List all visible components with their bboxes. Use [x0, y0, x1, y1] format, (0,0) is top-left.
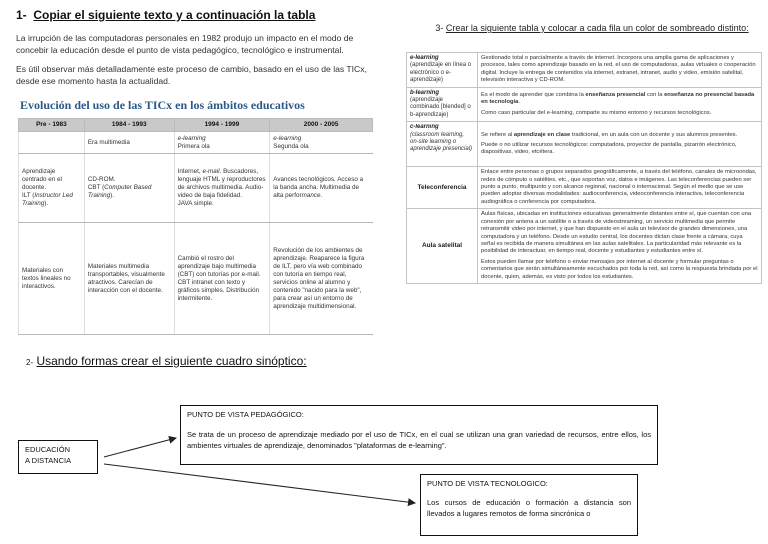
table-cell	[19, 132, 85, 154]
section2-title: Usando formas crear el siguiente cuadro sinóptico:	[36, 354, 307, 368]
table-row	[407, 209, 762, 284]
cell-text: ).	[44, 200, 49, 207]
cell-text: CD-ROM.	[87, 176, 116, 183]
cell-text: CBT (	[87, 184, 105, 191]
table-row	[19, 132, 373, 154]
header-cell: 2000 - 2005	[270, 119, 373, 132]
table-cell	[270, 154, 373, 223]
cell-text: tradicional, en un aula con un docente y sus alumnos presentes.	[570, 131, 738, 138]
evolution-table-title: Evolución del uso de las TICx en los ámbitos educativos	[20, 98, 305, 112]
cell-text: JAVA simple.	[177, 200, 214, 207]
cell-text: Es el modo de aprender que combina la	[481, 91, 586, 98]
table-key-cell	[407, 87, 478, 122]
header-cell: 1984 - 1993	[84, 119, 174, 132]
table-row	[19, 223, 373, 335]
cell-text: Estos pueden llamar por teléfono o enviar mensajes por internet al docente y formular preguntas o comentarios que serán simultáneamente escuchados por toda la red, así como la respuesta brindada por el docente, quien, además, es visto por todos los estudiantes.	[481, 258, 758, 280]
cell-text: Instructor Led Training	[22, 192, 73, 207]
table-row	[407, 53, 762, 88]
table-cell: Materiales con textos lineales no interactivos.	[19, 223, 85, 335]
wave-label: Segunda ola	[273, 142, 309, 150]
cell-text: Aprendizaje centrado en el docente.	[22, 168, 62, 191]
table-cell	[478, 209, 762, 284]
section1-paragraph-1: La irrupción de las computadoras personales en 1982 produjo un impacto en el modo de concebir la educación desde el punto de vista pedagógico, tecnológico e instrumental.	[16, 33, 354, 55]
table-row	[19, 154, 373, 223]
evolution-table-header	[19, 119, 373, 132]
section1-title: Copiar el siguiente texto y a continuación la tabla	[33, 8, 316, 22]
cell-text: e-mail	[202, 168, 220, 175]
table-cell	[19, 154, 85, 223]
section1-paragraph-2: Es útil observar más detalladamente este proceso de cambio, basado en el uso de las TICx, desde ese momento hasta la actualidad.	[16, 64, 367, 86]
table-row	[407, 122, 762, 167]
row-key-sub: (classroom learning, on-site learning o aprendizaje presencial)	[410, 131, 473, 153]
cell-text: aprendizaje en clase	[513, 131, 571, 138]
diagram-tecnologico-box	[420, 474, 638, 536]
section1-heading	[16, 8, 315, 22]
cell-text: . Buscadores, lenguaje HTML y reproductores de archivos multimedia. Audio-video de baja fidelidad.	[177, 168, 266, 199]
table-cell: Gestionado total o parcialmente a través de internet. Incorpora una amplia gama de aplicaciones y procesos, tales como aprendizaje basado en la red, el uso de computadoras, aulas virtuales o cooperación digital. Incluye la entrega de contenidos vía internet, extranet, intranet, audio y video, emisión satelital, televisión interactiva y CD-ROM.	[478, 53, 762, 88]
cell-text: Se refiere al	[481, 131, 514, 138]
era-label: e-learning	[177, 134, 206, 142]
table-cell: Era multimedia	[84, 132, 174, 154]
cell-text: mance	[301, 192, 321, 199]
cell-text: enseñanza no presencial basada en tecnología	[481, 91, 755, 106]
row-key: c-learning	[410, 124, 439, 131]
cell-text: Como caso particular del e-learning, comparte su mismo entorno y recursos tecnológicos.	[481, 109, 712, 116]
table-row	[407, 87, 762, 122]
row-key: e-learning	[410, 55, 439, 61]
cell-text: .	[320, 192, 323, 199]
table-cell	[478, 122, 762, 167]
pedagogico-text: Se trata de un proceso de aprendizaje mediado por el uso de TICx, en el cual se utilizan una gran variedad de recursos, entre ellos, los ambientes virtuales de aprendizaje, denominados "plataformas de e-learning".	[187, 430, 651, 450]
section2-heading	[26, 354, 307, 368]
row-key-sub: (aprendizaje combinado [blended] o b-aprendizaje)	[410, 97, 471, 118]
header-cell: Pre - 1983	[19, 119, 85, 132]
section1-number: 1-	[16, 8, 27, 22]
arrow-to-pedagogico	[104, 438, 176, 457]
diagram-pedagogico-box	[180, 405, 658, 465]
cell-text: .	[518, 99, 520, 106]
row-key: b-learning	[410, 89, 440, 96]
table-cell	[270, 132, 373, 154]
table-cell	[84, 154, 174, 223]
cell-text: Aulas físicas, ubicadas en instituciones educativas generalmente distantes entre sí, que cuentan con una conexión por antena a un satélite o a través de videostreaming, un servicio multimedia que permite retransmitir video por internet, y que han dispuesto en el aula un televisor de grandes dimensiones, una computadora y un teléfono. Desde un estudio central, los docentes dictan clase frente a cámara, cuya señal es recibida de manera simultánea en las aulas satelitales. La particularidad más relevante es la posibilidad de interactuar, en tiempo real, docente y estudiantes y estudiantes entre sí.	[481, 211, 752, 255]
cell-text: con la	[645, 91, 665, 98]
era-label: e-learning	[273, 134, 302, 142]
cell-text: Avances tecnológicos. Acceso a la banda ancha. Multimedia de alta perfor	[273, 176, 364, 199]
tecnologico-title: PUNTO DE VISTA TECNOLOGICO:	[427, 479, 548, 488]
cell-text: Puede o no utilizar recursos tecnológicos: computadora, proyector de pantalla, pizarrón electrónico, diapositivas, video, etcétera.	[481, 142, 737, 156]
table-cell	[174, 154, 270, 223]
root-label: EDUCACIÓN	[25, 445, 71, 454]
table-key-cell	[407, 122, 478, 167]
cell-text: enseñanza presencial	[585, 91, 646, 98]
table-cell: Enlace entre personas o grupos separados geográficamente, a través del teléfono, canales de microondas, redes de cómputo o satélites, etc., que soportan voz, datos e imágenes. Las teleconferencias pueden ser punto a punto, multipunto y con alcance regional, nacional o internacional. Según el medio que se use pueden adoptar diversas modalidades: audioconferencia, videoconferencia interactiva, teleconferencia audiográfica o conferencia por computadora.	[478, 167, 762, 209]
learning-modes-table	[406, 52, 762, 284]
table-cell: Revolución de los ambientes de aprendizaje. Reaparece la figura de ILT, pero vía web combinado con tutoría en tiempo real, servicios online al alumno y contenido "nacido para la web", para crear así un entorno de aprendizaje multidimensional.	[270, 223, 373, 335]
wave-label: Primera ola	[177, 142, 210, 150]
cell-text: Internet,	[177, 168, 203, 175]
cell-text: Computer Based Training	[87, 184, 152, 199]
row-key-sub: (aprendizaje en línea o electrónico o e-aprendizaje)	[410, 62, 472, 84]
table-cell: Materiales multimedia transportables, visualmente atractivos. Carecían de interacción con el docente.	[84, 223, 174, 335]
table-cell: Cambió el rostro del aprendizaje bajo multimedia (CBT) con tutorías por e-mail. CBT intranet con texto y gráficos simples. Distribución intermitente.	[174, 223, 270, 335]
cell-text: ILT (	[22, 192, 35, 199]
table-cell	[478, 87, 762, 122]
section3-title: Crear la siguiente tabla y colocar a cada fila un color de sombreado distinto:	[445, 23, 749, 33]
table-key-cell	[407, 53, 478, 88]
table-key-cell: Teleconferencia	[407, 167, 478, 209]
cell-text: ).	[110, 192, 114, 199]
section3-number: 3-	[435, 23, 444, 33]
root-label: A DISTANCIA	[25, 456, 72, 465]
diagram-root-box	[18, 440, 98, 474]
evolution-table	[18, 118, 373, 335]
table-key-cell: Aula satelital	[407, 209, 478, 284]
section3-heading	[422, 22, 762, 35]
header-cell: 1994 - 1999	[174, 119, 270, 132]
tecnologico-text: Los cursos de educación o formación a distancia son llevados a lugares remotos de forma sincrónica o	[427, 498, 631, 518]
table-row	[407, 167, 762, 209]
section2-number: 2-	[26, 358, 34, 367]
pedagogico-title: PUNTO DE VISTA PEDAGÓGICO:	[187, 410, 304, 419]
table-cell	[174, 132, 270, 154]
arrow-to-tecnologico	[104, 464, 415, 503]
